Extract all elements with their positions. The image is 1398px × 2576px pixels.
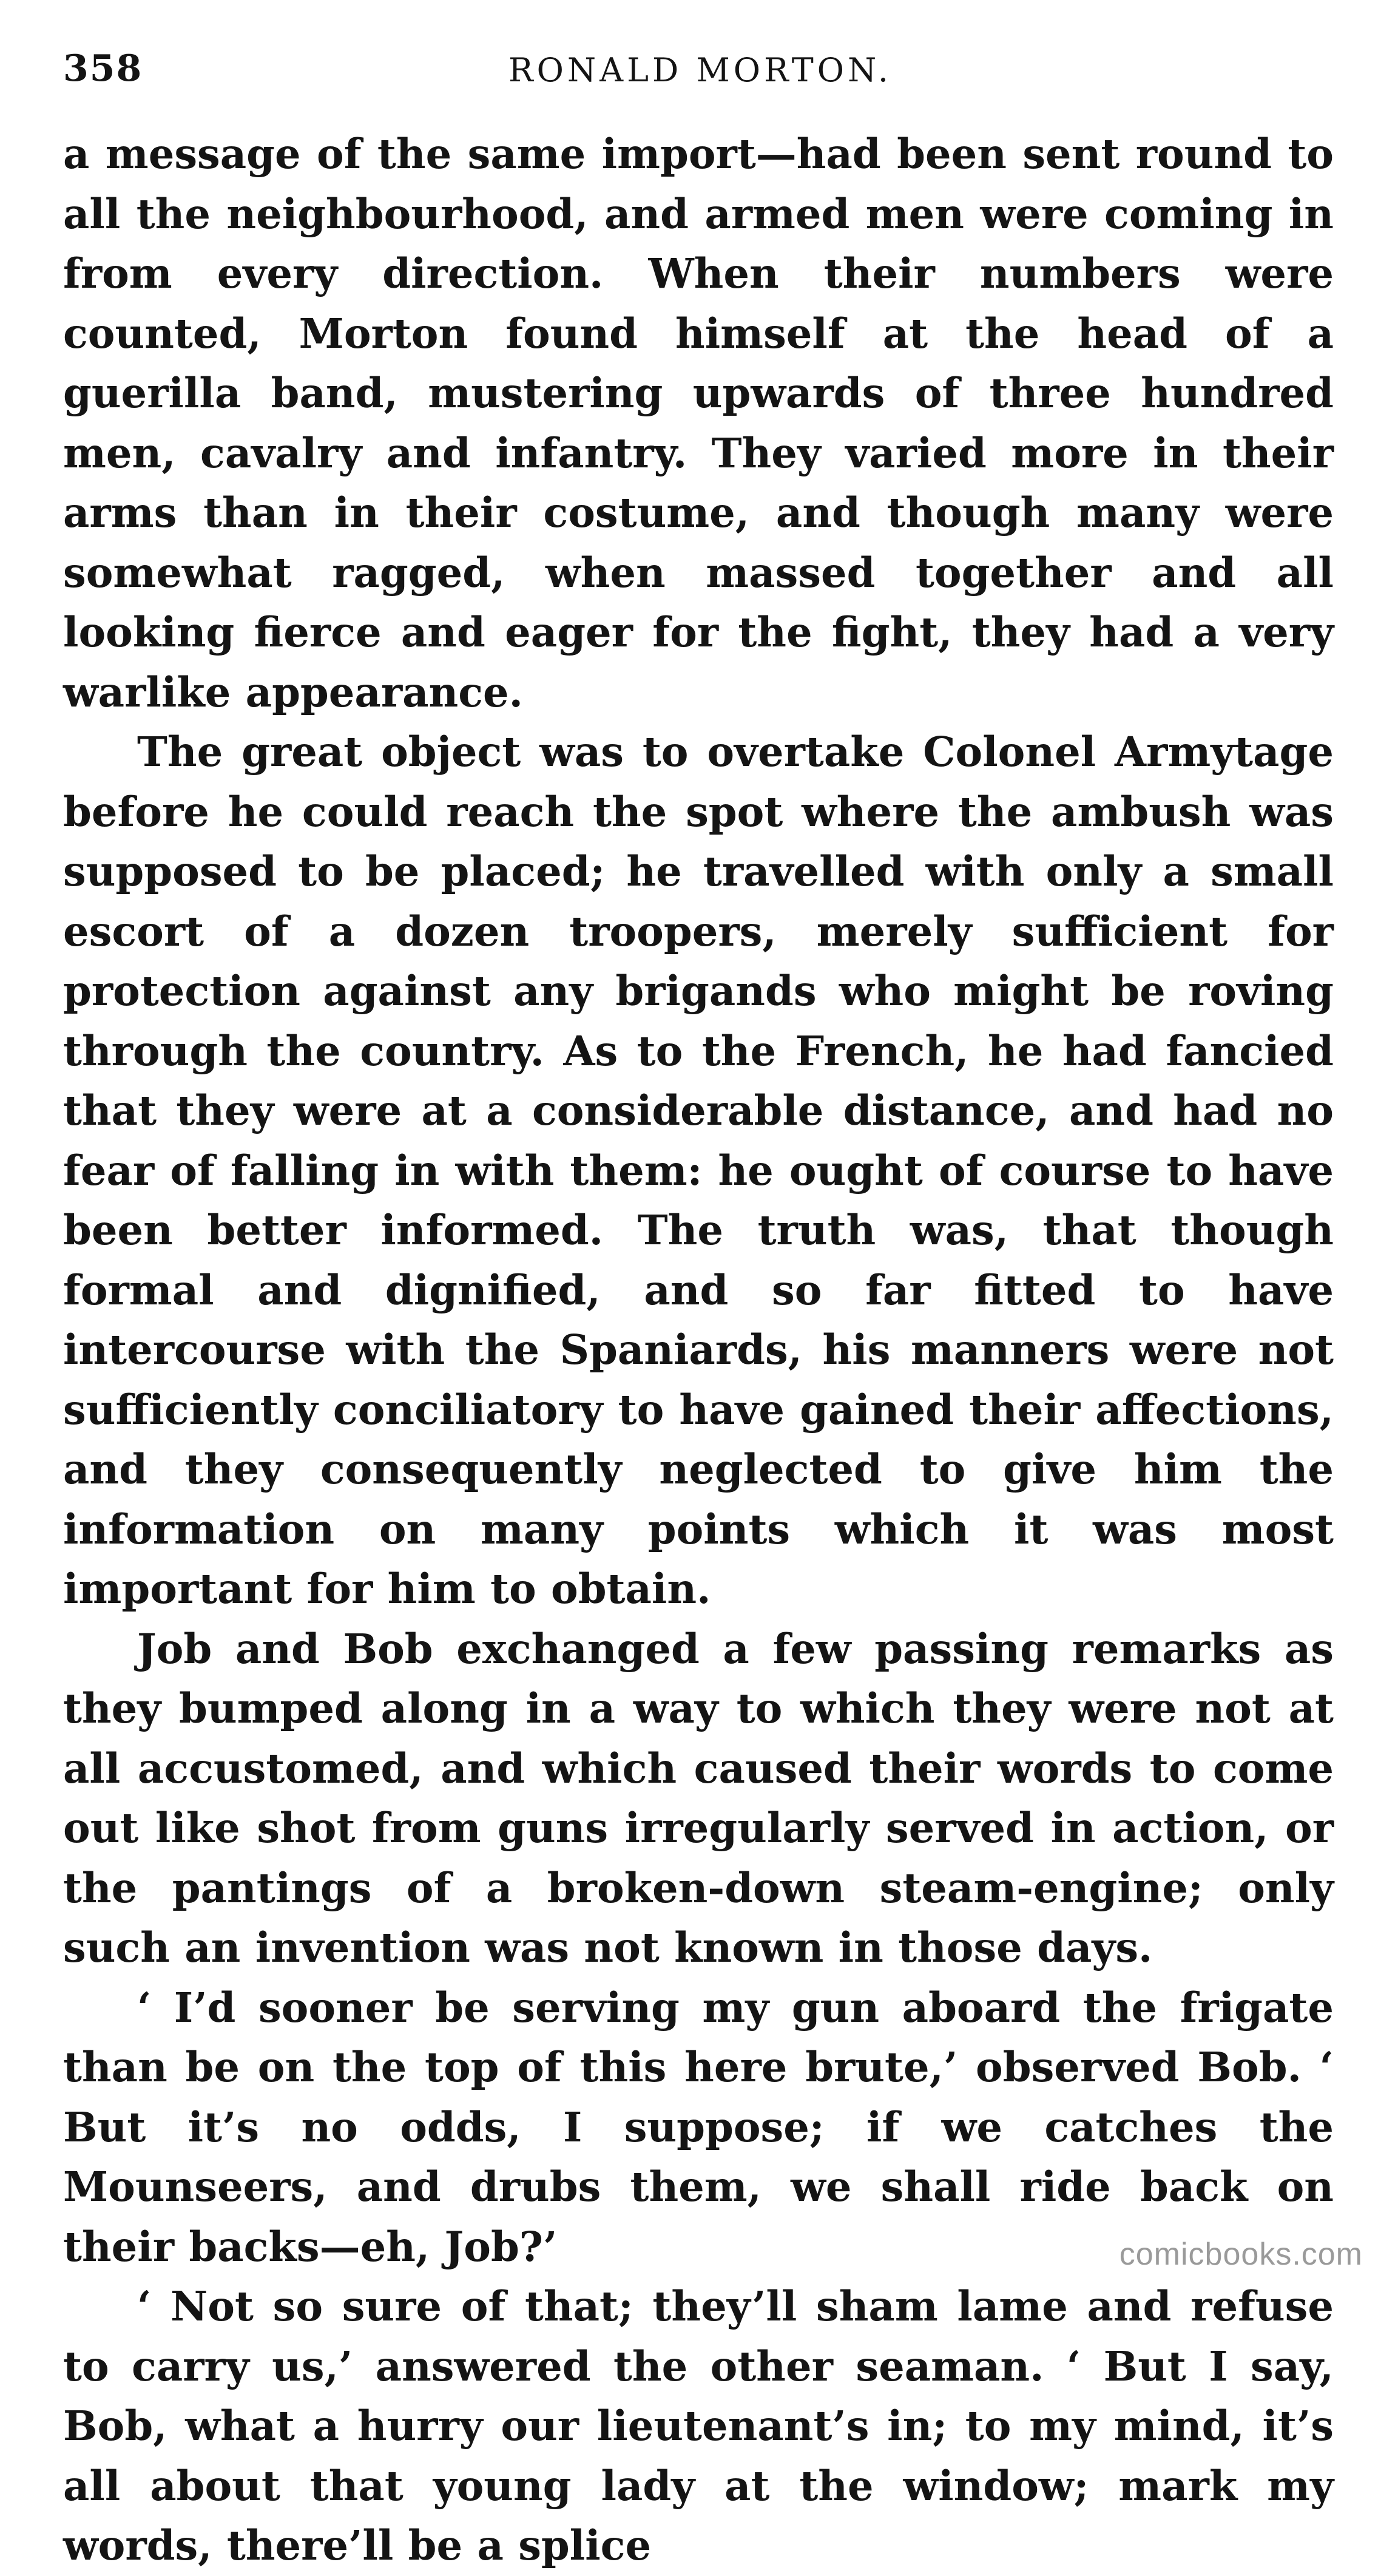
paragraph: The great object was to overtake Colonel Armytage before he could reach the spot where the ambush was supposed to be placed; he travelled with only a small escort of a dozen troopers, merely sufficient for protection against any brigands who might be roving through the country. As to the French, he had fancied that they were at a considerable distance, and had no fear of falling in with them: he ought of course to have been better informed. The truth was, that though formal and dignified, and so far fitted to have intercourse with the Spaniards, his manners were not sufficiently conciliatory to have gained their affections, and they consequently neglected to give him the information on many points which it was most important for him to obtain. (63, 728, 1334, 1613)
paragraph-dialogue: ‘ I’d sooner be serving my gun aboard the frigate than be on the top of this here brute,’ observed Bob. ‘ But it’s no odds, I suppose; if we catches the Mounseers, and drubs them, we shall ride back on their backs—eh, Job?’ (63, 1983, 1334, 2271)
running-head: RONALD MORTON. (508, 51, 892, 89)
paragraph-dialogue: ‘ Not so sure of that; they’ll sham lame and refuse to carry us,’ answered the other seaman. ‘ But I say, Bob, what a hurry our lieutenant’s in; to my mind, it’s all about that young lady at the window; mark my words, there’ll be a splice (63, 2282, 1334, 2569)
watermark: comicbooks.com (1119, 2237, 1363, 2272)
page-header (63, 47, 1337, 108)
paragraph: Job and Bob exchanged a few passing remarks as they bumped along in a way to which they were not at all accustomed, and which caused their words to come out like shot from guns irregularly served in action, or the pantings of a broken-down steam-engine; only such an invention was not known in those days. (63, 1624, 1334, 1971)
body-text (63, 124, 1334, 2576)
paragraph-continuation: a message of the same import—had been sent round to all the neighbourhood, and armed men were coming in from every direction. When their numbers were counted, Morton found himself at the head of a guerilla band, mustering upwards of three hundred men, cavalry and infantry. They varied more in their arms than in their costume, and though many were somewhat ragged, when massed together and all looking fierce and eager for the fight, they had a very warlike appearance. (63, 130, 1334, 716)
page-number: 358 (63, 47, 143, 90)
